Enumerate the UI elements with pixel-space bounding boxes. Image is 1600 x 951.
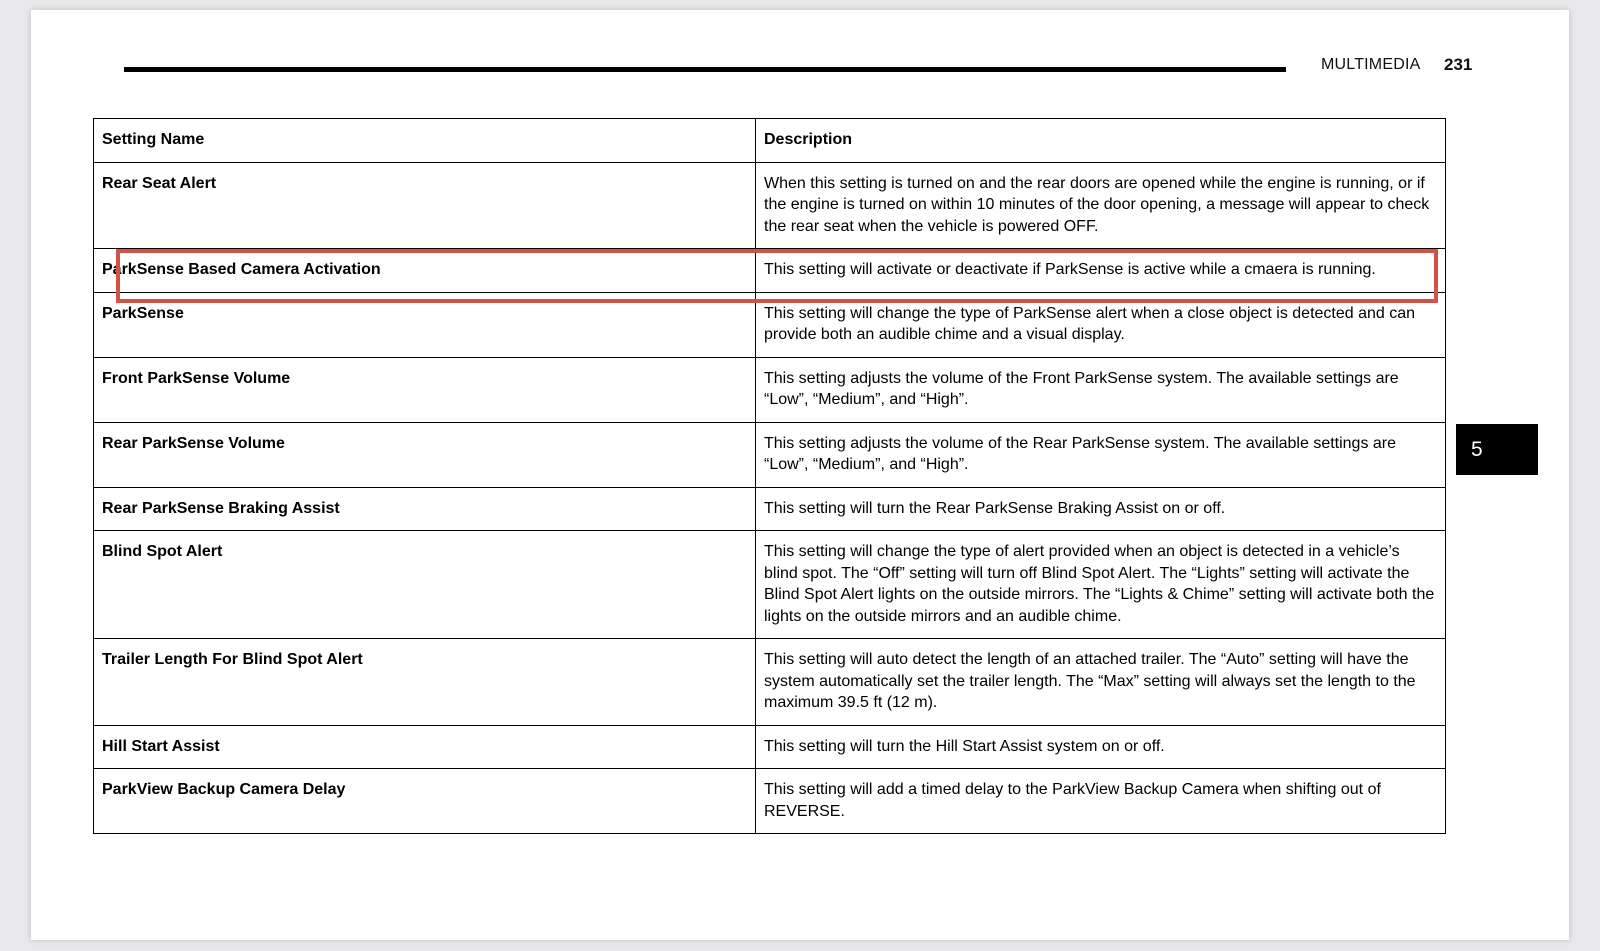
table-row — [94, 422, 1446, 487]
setting-description-cell: This setting will change the type of ParkSense alert when a close object is detected and can provide both an audible chime and a visual display. — [756, 292, 1446, 357]
header-rule — [124, 67, 1286, 72]
setting-description-cell: This setting will add a timed delay to the ParkView Backup Camera when shifting out of REVERSE. — [756, 769, 1446, 834]
table-row — [94, 769, 1446, 834]
setting-name-cell: Rear ParkSense Braking Assist — [94, 487, 756, 531]
setting-name-cell: Front ParkSense Volume — [94, 357, 756, 422]
table-header-row — [94, 119, 1446, 163]
table-row — [94, 292, 1446, 357]
setting-name-cell: Rear ParkSense Volume — [94, 422, 756, 487]
setting-description-cell: This setting will turn the Hill Start Assist system on or off. — [756, 725, 1446, 769]
setting-name-cell: Blind Spot Alert — [94, 531, 756, 639]
table-row — [94, 357, 1446, 422]
setting-name-cell: Rear Seat Alert — [94, 162, 756, 249]
setting-name-cell: Hill Start Assist — [94, 725, 756, 769]
setting-description-cell: This setting adjusts the volume of the Rear ParkSense system. The available settings are “Low”, “Medium”, and “High”. — [756, 422, 1446, 487]
chapter-tab: 5 — [1456, 424, 1538, 475]
table-row — [94, 162, 1446, 249]
settings-table — [93, 118, 1446, 834]
setting-description-cell: This setting will activate or deactivate if ParkSense is active while a cmaera is running. — [756, 249, 1446, 293]
table-row — [94, 725, 1446, 769]
section-title: MULTIMEDIA — [1321, 56, 1421, 73]
setting-name-cell: Trailer Length For Blind Spot Alert — [94, 639, 756, 726]
setting-description-cell: This setting will change the type of alert provided when an object is detected in a vehicle’s blind spot. The “Off” setting will turn off Blind Spot Alert. The “Lights” setting will activate the Blind Spot Alert lights on the outside mirrors. The “Lights & Chime” setting will activate both the lights on the outside mirrors and an audible chime. — [756, 531, 1446, 639]
setting-description-cell: This setting will auto detect the length of an attached trailer. The “Auto” setting will have the system automatically set the trailer length. The “Max” setting will always set the length to the maximum 39.5 ft (12 m). — [756, 639, 1446, 726]
setting-description-cell: When this setting is turned on and the rear doors are opened while the engine is running, or if the engine is turned on within 10 minutes of the door opening, a message will appear to check the rear seat when the vehicle is powered OFF. — [756, 162, 1446, 249]
table-row — [94, 531, 1446, 639]
table-row — [94, 639, 1446, 726]
table-row-highlighted — [94, 249, 1446, 293]
setting-name-cell: ParkSense Based Camera Activation — [94, 249, 756, 293]
table-row — [94, 487, 1446, 531]
setting-description-cell: This setting adjusts the volume of the Front ParkSense system. The available settings are “Low”, “Medium”, and “High”. — [756, 357, 1446, 422]
column-header-description: Description — [756, 119, 1446, 163]
column-header-setting-name: Setting Name — [94, 119, 756, 163]
setting-name-cell: ParkSense — [94, 292, 756, 357]
setting-name-cell: ParkView Backup Camera Delay — [94, 769, 756, 834]
setting-description-cell: This setting will turn the Rear ParkSense Braking Assist on or off. — [756, 487, 1446, 531]
page-number: 231 — [1444, 55, 1473, 74]
